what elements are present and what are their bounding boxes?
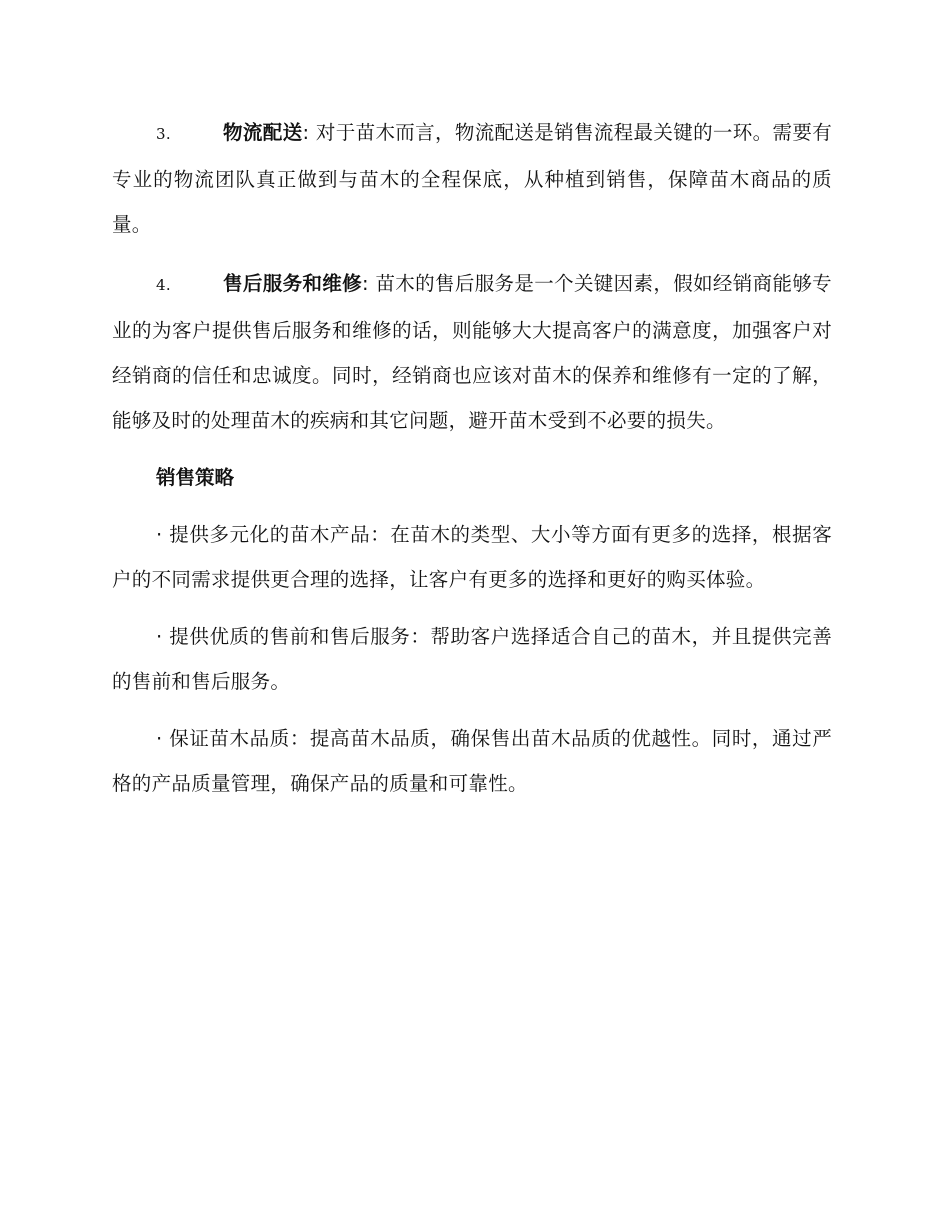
document-page — [112, 110, 832, 806]
list-number: 3. — [156, 125, 171, 143]
list-text: 对于苗木而言，物流配送是销售流程最关键的一环。需要有专业的物流团队真正做到与苗木的全程保底，从种植到销售，保障苗木商品的质量。 — [112, 121, 832, 236]
list-separator: : — [302, 121, 316, 144]
list-text: 苗木的售后服务是一个关键因素，假如经销商能够专业的为客户提供售后服务和维修的话，则能够大大提高客户的满意度，加强客户对经销商的信任和忠诚度。同时，经销商也应该对苗木的保养和维修有一定的了解，能够及时的处理苗木的疾病和其它问题，避开苗木受到不必要的损失。 — [112, 272, 832, 432]
list-item-after-sales — [112, 261, 832, 443]
list-separator: : — [362, 272, 376, 295]
bullet-item: · 提供多元化的苗木产品：在苗木的类型、大小等方面有更多的选择，根据客户的不同需求提供更合理的选择，让客户有更多的选择和更好的购买体验。 — [112, 523, 832, 591]
list-term: 售后服务和维修 — [223, 272, 363, 295]
list-number: 4. — [156, 276, 171, 294]
bullet-item: · 保证苗木品质：提高苗木品质，确保售出苗木品质的优越性。同时，通过严格的产品质量管理，确保产品的质量和可靠性。 — [112, 727, 832, 795]
list-term: 物流配送 — [223, 121, 303, 144]
section-heading: 销售策略 — [156, 466, 235, 489]
list-item-logistics — [112, 110, 832, 247]
bullet-item: · 提供优质的售前和售后服务：帮助客户选择适合自己的苗木，并且提供完善的售前和售后服务。 — [112, 625, 832, 693]
